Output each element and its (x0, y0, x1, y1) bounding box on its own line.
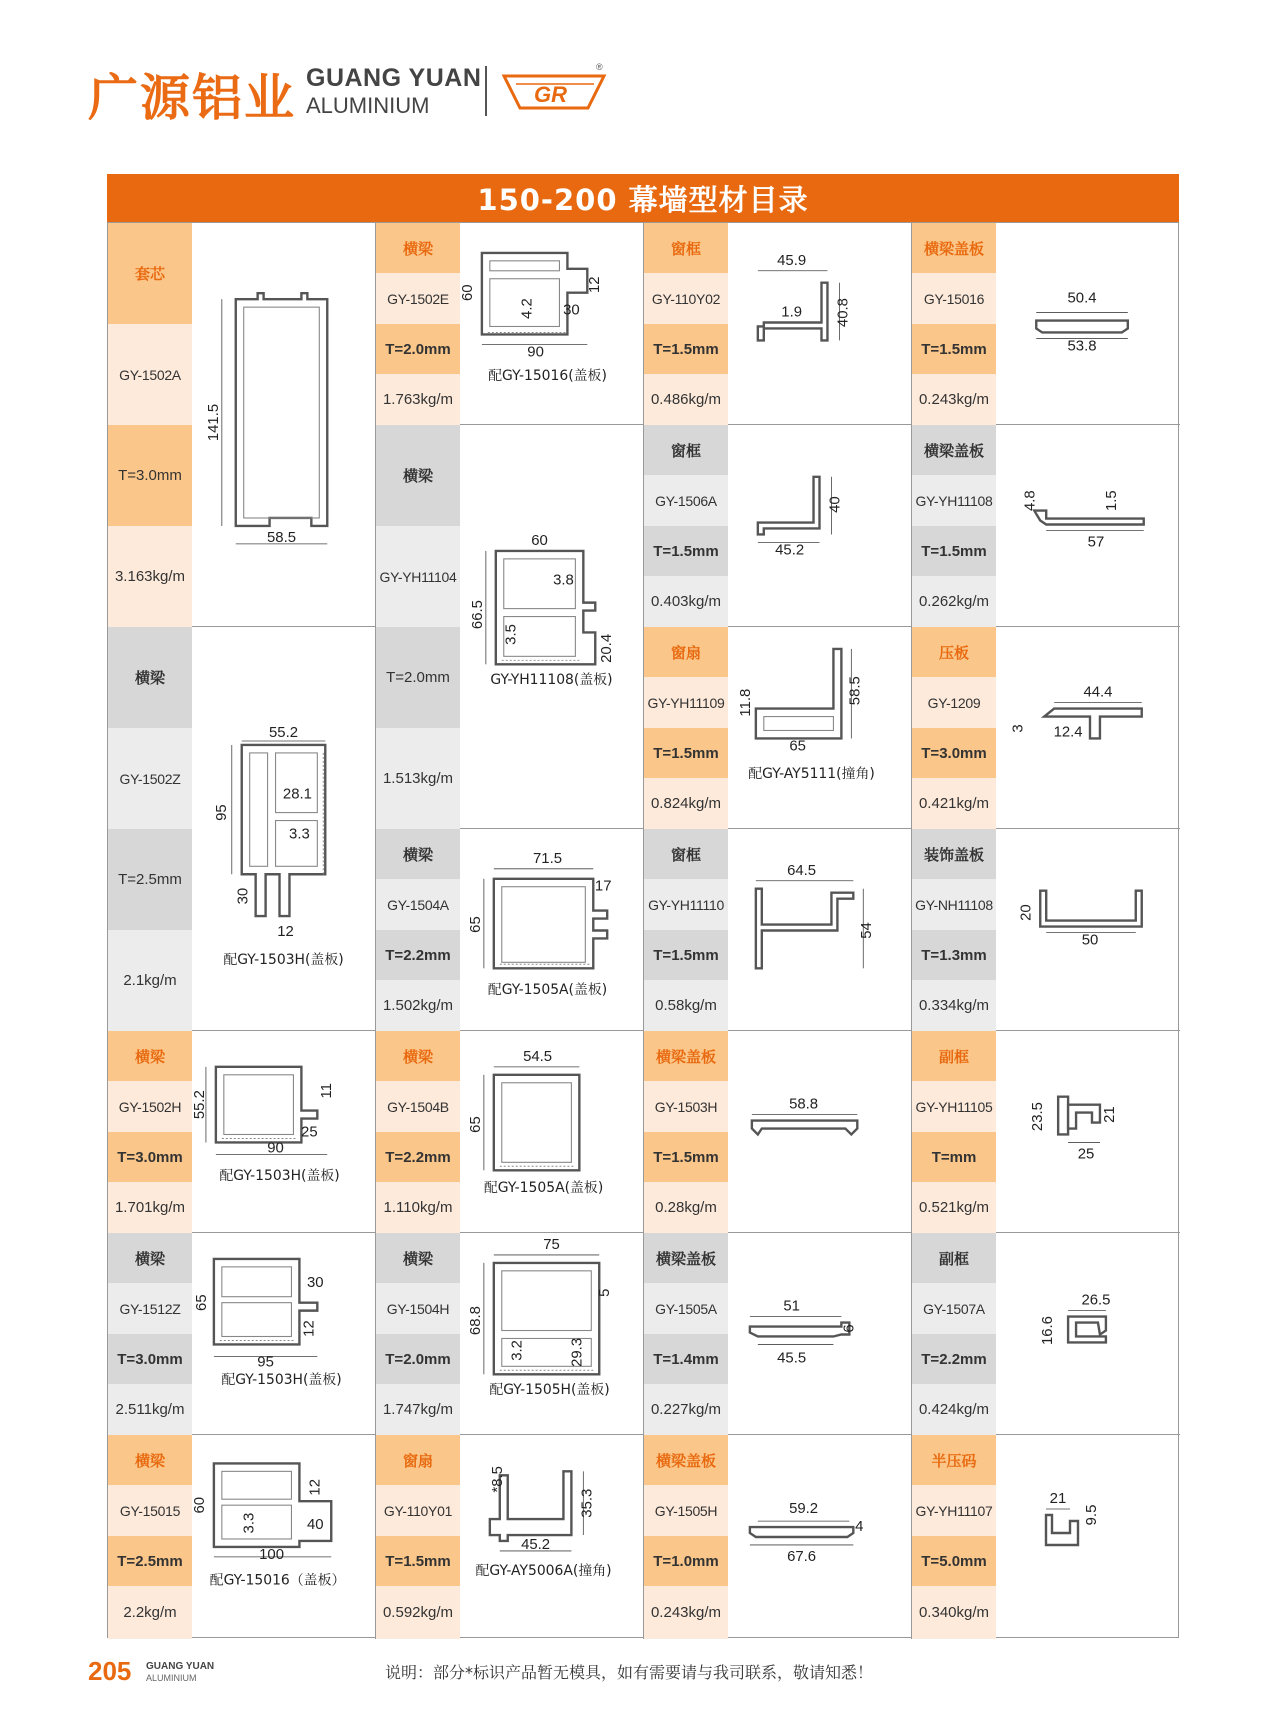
dim-label: 17 (594, 878, 612, 895)
profile-name: 横梁盖板 (644, 1435, 728, 1485)
profile-name: 横梁盖板 (912, 425, 996, 475)
profile-code: GY-1505A (644, 1283, 728, 1334)
profile-code: GY-1504B (376, 1081, 460, 1132)
dim-label: 12 (301, 1320, 318, 1337)
dim-label: 65 (789, 738, 806, 755)
profile-card-gy1507a (912, 1233, 1180, 1435)
profile-code: GY-YH11105 (912, 1081, 996, 1132)
profile-name: 窗框 (644, 425, 728, 475)
dim-label: 40 (307, 1517, 324, 1534)
dim-label: 55.2 (192, 1090, 208, 1120)
dim-label: 66.5 (469, 600, 486, 630)
dim-label: 6 (841, 1324, 858, 1333)
dim-label: 4 (855, 1519, 864, 1536)
dim-label: 57 (1087, 533, 1105, 551)
dim-label: 3.2 (509, 1340, 526, 1361)
profile-code: GY-1502Z (108, 728, 192, 829)
dim-label: 45.5 (777, 1350, 807, 1367)
profile-name: 横梁 (376, 1233, 460, 1283)
profile-drawing (728, 627, 911, 828)
dim-label: 55.2 (268, 725, 299, 741)
profile-card-gy1506a (644, 425, 912, 627)
profile-code: GY-15015 (108, 1485, 192, 1536)
profile-card-gyyh11109 (644, 627, 912, 829)
profile-drawing (728, 1031, 911, 1232)
dim-label: 95 (257, 1354, 274, 1371)
profile-drawing (192, 1031, 375, 1232)
profile-thickness: T=2.2mm (376, 930, 460, 980)
profile-drawing (460, 1435, 643, 1639)
dim-label: 3 (1009, 724, 1027, 733)
profile-card-gy1502z (108, 627, 376, 1031)
profile-weight: 1.763kg/m (376, 374, 460, 425)
profile-drawing (460, 223, 643, 424)
dim-label: 21 (1049, 1490, 1067, 1507)
profile-card-gyyh11105 (912, 1031, 1180, 1233)
profile-weight: 0.403kg/m (644, 576, 728, 627)
profile-weight: 2.1kg/m (108, 930, 192, 1031)
dim-label: 30 (563, 302, 580, 319)
dim-label: 26.5 (1081, 1291, 1111, 1309)
profile-weight: 1.513kg/m (376, 728, 460, 829)
dim-label: 3.8 (553, 572, 574, 589)
registered-mark: ® (596, 62, 603, 72)
profile-name: 横梁 (376, 829, 460, 879)
profile-drawing (996, 627, 1180, 828)
profile-name: 横梁 (108, 1233, 192, 1283)
dim-label: 28.1 (282, 786, 312, 803)
profile-code: GY-1209 (912, 677, 996, 728)
profile-drawing (460, 425, 643, 828)
profile-thickness: T=1.4mm (644, 1334, 728, 1384)
profile-code: GY-1502A (108, 324, 192, 425)
profile-weight: 1.747kg/m (376, 1384, 460, 1435)
dim-label: 9.5 (1083, 1504, 1100, 1526)
profile-card-gy1505a (644, 1233, 912, 1435)
profile-thickness: T=1.5mm (376, 1536, 460, 1586)
profile-thickness: T=2.5mm (108, 1536, 192, 1586)
profile-weight: 2.511kg/m (108, 1384, 192, 1435)
dim-label: 71.5 (533, 850, 563, 867)
profile-card-gy1502h (108, 1031, 376, 1233)
profile-note: 配GY-1503H(盖板) (221, 1372, 342, 1389)
svg-text:GR: GR (534, 82, 567, 107)
profile-name: 横梁 (376, 425, 460, 526)
profile-weight: 0.340kg/m (912, 1586, 996, 1639)
profile-note: 配GY-AY5111(撞角) (748, 766, 875, 783)
dim-label: 75 (543, 1236, 560, 1253)
dim-label: 29.3 (569, 1337, 586, 1367)
profile-drawing (192, 1233, 375, 1434)
profile-name: 横梁盖板 (644, 1233, 728, 1283)
profile-thickness: T=1.5mm (912, 324, 996, 374)
profile-card-gy1504h (376, 1233, 644, 1435)
dim-label: 59.2 (789, 1501, 819, 1518)
dim-label: 11.8 (737, 688, 754, 717)
page-footer (0, 1640, 1277, 1720)
profile-code: GY-1506A (644, 475, 728, 526)
profile-thickness: T=1.5mm (644, 1132, 728, 1182)
dim-label: 51 (783, 1298, 800, 1315)
profile-code: GY-NH11108 (912, 879, 996, 930)
dim-label: 1.9 (781, 304, 803, 321)
dim-label: 64.5 (787, 862, 817, 879)
profile-name: 副框 (912, 1031, 996, 1081)
profile-thickness: T=1.5mm (912, 526, 996, 576)
profile-note: 配GY-15016（盖板） (209, 1572, 346, 1589)
profile-note: 配GY-1503H(盖板) (219, 1168, 340, 1185)
profile-drawing (192, 223, 375, 626)
profile-code: GY-1502E (376, 273, 460, 324)
dim-label: 90 (527, 344, 544, 361)
dim-label: 20 (1017, 904, 1035, 921)
profile-card-gyyh11107 (912, 1435, 1180, 1639)
profile-card-gy1209 (912, 627, 1180, 829)
profile-thickness: T=1.3mm (912, 930, 996, 980)
profile-code: GY-1504H (376, 1283, 460, 1334)
footer-brand-line1: GUANG YUAN (146, 1661, 215, 1672)
profile-weight: 0.58kg/m (644, 980, 728, 1031)
profile-drawing (996, 223, 1180, 424)
profile-note: 配GY-1505A(盖板) (487, 982, 608, 999)
profile-thickness: T=1.5mm (644, 728, 728, 778)
dim-label: 65 (193, 1294, 210, 1311)
page-header (0, 0, 1277, 150)
profile-name: 压板 (912, 627, 996, 677)
dim-label: 20.4 (599, 633, 616, 663)
profile-card-gyyh11104 (376, 425, 644, 829)
profile-thickness: T=2.0mm (376, 324, 460, 374)
dim-label: 5 (597, 1288, 614, 1297)
profile-weight: 0.592kg/m (376, 1586, 460, 1639)
profile-note: 配GY-AY5006A(撞角) (475, 1562, 612, 1579)
profile-thickness: T=mm (912, 1132, 996, 1182)
profile-code: GY-1504A (376, 879, 460, 930)
profile-code: GY-1503H (644, 1081, 728, 1132)
dim-label: 58.8 (789, 1096, 819, 1113)
profile-weight: 2.2kg/m (108, 1586, 192, 1639)
profile-drawing (728, 425, 911, 626)
profile-name: 副框 (912, 1233, 996, 1283)
dim-label: 12 (277, 923, 294, 940)
profile-note: 配GY-1505H(盖板) (489, 1382, 610, 1399)
profile-thickness: T=2.0mm (376, 1334, 460, 1384)
profile-thickness: T=2.2mm (376, 1132, 460, 1182)
dim-label: 4.2 (519, 298, 536, 319)
dim-label: 44.4 (1083, 683, 1113, 701)
dim-label: 21 (1100, 1106, 1118, 1123)
profile-drawing (192, 1435, 375, 1639)
profile-name: 窗框 (644, 223, 728, 273)
profile-name: 横梁盖板 (644, 1031, 728, 1081)
profile-weight: 0.824kg/m (644, 778, 728, 829)
catalog-title: 150-200 幕墙型材目录 (107, 174, 1179, 222)
profile-card-gyyh11108 (912, 425, 1180, 627)
profile-thickness: T=3.0mm (912, 728, 996, 778)
profile-drawing (996, 1031, 1180, 1232)
profile-weight: 0.486kg/m (644, 374, 728, 425)
profile-code: GY-YH11104 (376, 526, 460, 627)
profile-code: GY-1512Z (108, 1283, 192, 1334)
profile-drawing (996, 1233, 1180, 1434)
profile-code: GY-YH11109 (644, 677, 728, 728)
dim-label: 30 (235, 887, 252, 905)
dim-label: 65 (467, 1116, 484, 1133)
profile-code: GY-110Y01 (376, 1485, 460, 1536)
dim-label: 58.5 (267, 529, 297, 546)
profile-thickness: T=2.5mm (108, 829, 192, 930)
brand-name-en-line2: ALUMINIUM (306, 93, 430, 118)
dim-label: 100 (259, 1546, 285, 1563)
profile-card-gy110y02 (644, 223, 912, 425)
profile-card-gy1512z (108, 1233, 376, 1435)
profile-drawing (996, 829, 1180, 1030)
profile-thickness: T=1.5mm (644, 526, 728, 576)
logo-divider (485, 66, 487, 116)
profile-weight: 1.701kg/m (108, 1182, 192, 1233)
profile-weight: 0.28kg/m (644, 1182, 728, 1233)
profile-code: GY-110Y02 (644, 273, 728, 324)
profile-weight: 0.424kg/m (912, 1384, 996, 1435)
profile-drawing (996, 425, 1180, 626)
profile-name: 窗扇 (644, 627, 728, 677)
dim-label: 25 (1077, 1145, 1095, 1163)
profile-note: GY-YH11108(盖板) (490, 672, 613, 689)
profile-thickness: T=5.0mm (912, 1536, 996, 1586)
profile-thickness: T=2.2mm (912, 1334, 996, 1384)
dim-label: 12 (307, 1478, 324, 1496)
dim-label: 4.8 (1021, 490, 1039, 511)
profile-drawing (192, 627, 375, 1030)
profile-drawing (728, 1233, 911, 1434)
profile-code: GY-YH11108 (912, 475, 996, 526)
dim-label: 12 (587, 276, 604, 294)
profile-thickness: T=3.0mm (108, 1132, 192, 1182)
profile-thickness: T=3.0mm (108, 425, 192, 526)
profile-drawing (728, 1435, 911, 1639)
profile-weight: 0.243kg/m (912, 374, 996, 425)
profile-name: 装饰盖板 (912, 829, 996, 879)
profile-weight: 0.421kg/m (912, 778, 996, 829)
profile-card-gyyh11110 (644, 829, 912, 1031)
footer-note: 说明：部分*标识产品暂无模具，如有需要请与我司联系，敬请知悉！ (385, 1663, 874, 1682)
page-number: 205 (88, 1656, 132, 1686)
dim-label: 60 (531, 532, 548, 549)
dim-label: 23.5 (1029, 1102, 1047, 1132)
profile-name: 横梁 (108, 627, 192, 728)
profile-card-gy1502e (376, 223, 644, 425)
dim-label: 45.2 (521, 1536, 551, 1553)
dim-label: 65 (467, 916, 484, 933)
brand-name-en-line1: GUANG YUAN (306, 64, 482, 92)
dim-label: 90 (267, 1140, 284, 1157)
dim-label: 54 (859, 922, 876, 939)
dim-label: 45.2 (775, 542, 805, 559)
profile-catalog-grid (107, 222, 1179, 1638)
dim-label: 95 (213, 804, 230, 821)
profile-thickness: T=2.0mm (376, 627, 460, 728)
dim-label: 141.5 (205, 403, 222, 442)
profile-thickness: T=1.0mm (644, 1536, 728, 1586)
profile-card-gy15016 (912, 223, 1180, 425)
profile-note: 配GY-15016(盖板) (488, 368, 607, 385)
profile-name: 横梁 (108, 1435, 192, 1485)
profile-weight: 0.243kg/m (644, 1586, 728, 1639)
dim-label: 25 (301, 1124, 318, 1141)
profile-weight: 3.163kg/m (108, 526, 192, 627)
profile-name: 横梁 (376, 223, 460, 273)
profile-drawing (728, 223, 911, 424)
profile-name: 窗扇 (376, 1435, 460, 1485)
profile-card-gy1503h (644, 1031, 912, 1233)
profile-drawing (460, 829, 643, 1030)
brand-emblem-logo (500, 56, 610, 130)
dim-label: 50 (1081, 931, 1099, 949)
profile-weight: 1.502kg/m (376, 980, 460, 1031)
dim-label: 3.3 (241, 1512, 258, 1534)
dim-label: 30 (307, 1274, 324, 1291)
dim-label: 60 (460, 284, 476, 301)
profile-name: 窗框 (644, 829, 728, 879)
profile-name: 半压码 (912, 1435, 996, 1485)
dim-label: 11 (319, 1082, 336, 1099)
dim-label: 68.8 (467, 1306, 484, 1336)
dim-label: 3.3 (289, 826, 310, 843)
dim-label: 50.4 (1067, 289, 1097, 307)
profile-card-gy1504a (376, 829, 644, 1031)
profile-card-gy1505h (644, 1435, 912, 1639)
profile-code: GY-1502H (108, 1081, 192, 1132)
footer-brand-line2: ALUMINIUM (146, 1673, 197, 1683)
profile-code: GY-YH11110 (644, 879, 728, 930)
dim-label: 35.3 (579, 1488, 596, 1518)
brand-name-cn: 广源铝业 (88, 69, 296, 127)
profile-weight: 1.110kg/m (376, 1182, 460, 1233)
profile-weight: 0.334kg/m (912, 980, 996, 1031)
profile-note: 配GY-1505A(盖板) (483, 1180, 604, 1197)
dim-label: 60 (192, 1496, 208, 1514)
profile-weight: 0.262kg/m (912, 576, 996, 627)
profile-card-gynh11108 (912, 829, 1180, 1031)
dim-label: 12.4 (1053, 723, 1083, 741)
profile-code: GY-1507A (912, 1283, 996, 1334)
dim-label: 40.8 (835, 298, 852, 328)
profile-code: GY-1505H (644, 1485, 728, 1536)
dim-label: *8.5 (489, 1466, 506, 1493)
profile-drawing (460, 1031, 643, 1232)
profile-drawing (996, 1435, 1180, 1639)
profile-drawing (728, 829, 911, 1030)
dim-label: 58.5 (847, 676, 864, 706)
dim-label: 40 (827, 496, 844, 513)
profile-weight: 0.521kg/m (912, 1182, 996, 1233)
dim-label: 3.5 (503, 624, 520, 645)
profile-card-gy1502a (108, 223, 376, 627)
profile-name: 横梁盖板 (912, 223, 996, 273)
dim-label: 67.6 (787, 1548, 817, 1565)
dim-label: 53.8 (1067, 337, 1097, 355)
profile-thickness: T=1.5mm (644, 324, 728, 374)
profile-name: 横梁 (376, 1031, 460, 1081)
profile-code: GY-15016 (912, 273, 996, 324)
profile-code: GY-YH11107 (912, 1485, 996, 1536)
profile-name: 套芯 (108, 223, 192, 324)
dim-label: 1.5 (1102, 490, 1120, 511)
profile-weight: 0.227kg/m (644, 1384, 728, 1435)
profile-card-gy15015 (108, 1435, 376, 1639)
profile-card-gy110y01 (376, 1435, 644, 1639)
profile-name: 横梁 (108, 1031, 192, 1081)
dim-label: 54.5 (523, 1048, 553, 1065)
profile-thickness: T=3.0mm (108, 1334, 192, 1384)
profile-thickness: T=1.5mm (644, 930, 728, 980)
profile-drawing (460, 1233, 643, 1434)
dim-label: 45.9 (777, 252, 807, 269)
profile-card-gy1504b (376, 1031, 644, 1233)
dim-label: 16.6 (1039, 1316, 1057, 1346)
profile-note: 配GY-1503H(盖板) (223, 951, 344, 968)
